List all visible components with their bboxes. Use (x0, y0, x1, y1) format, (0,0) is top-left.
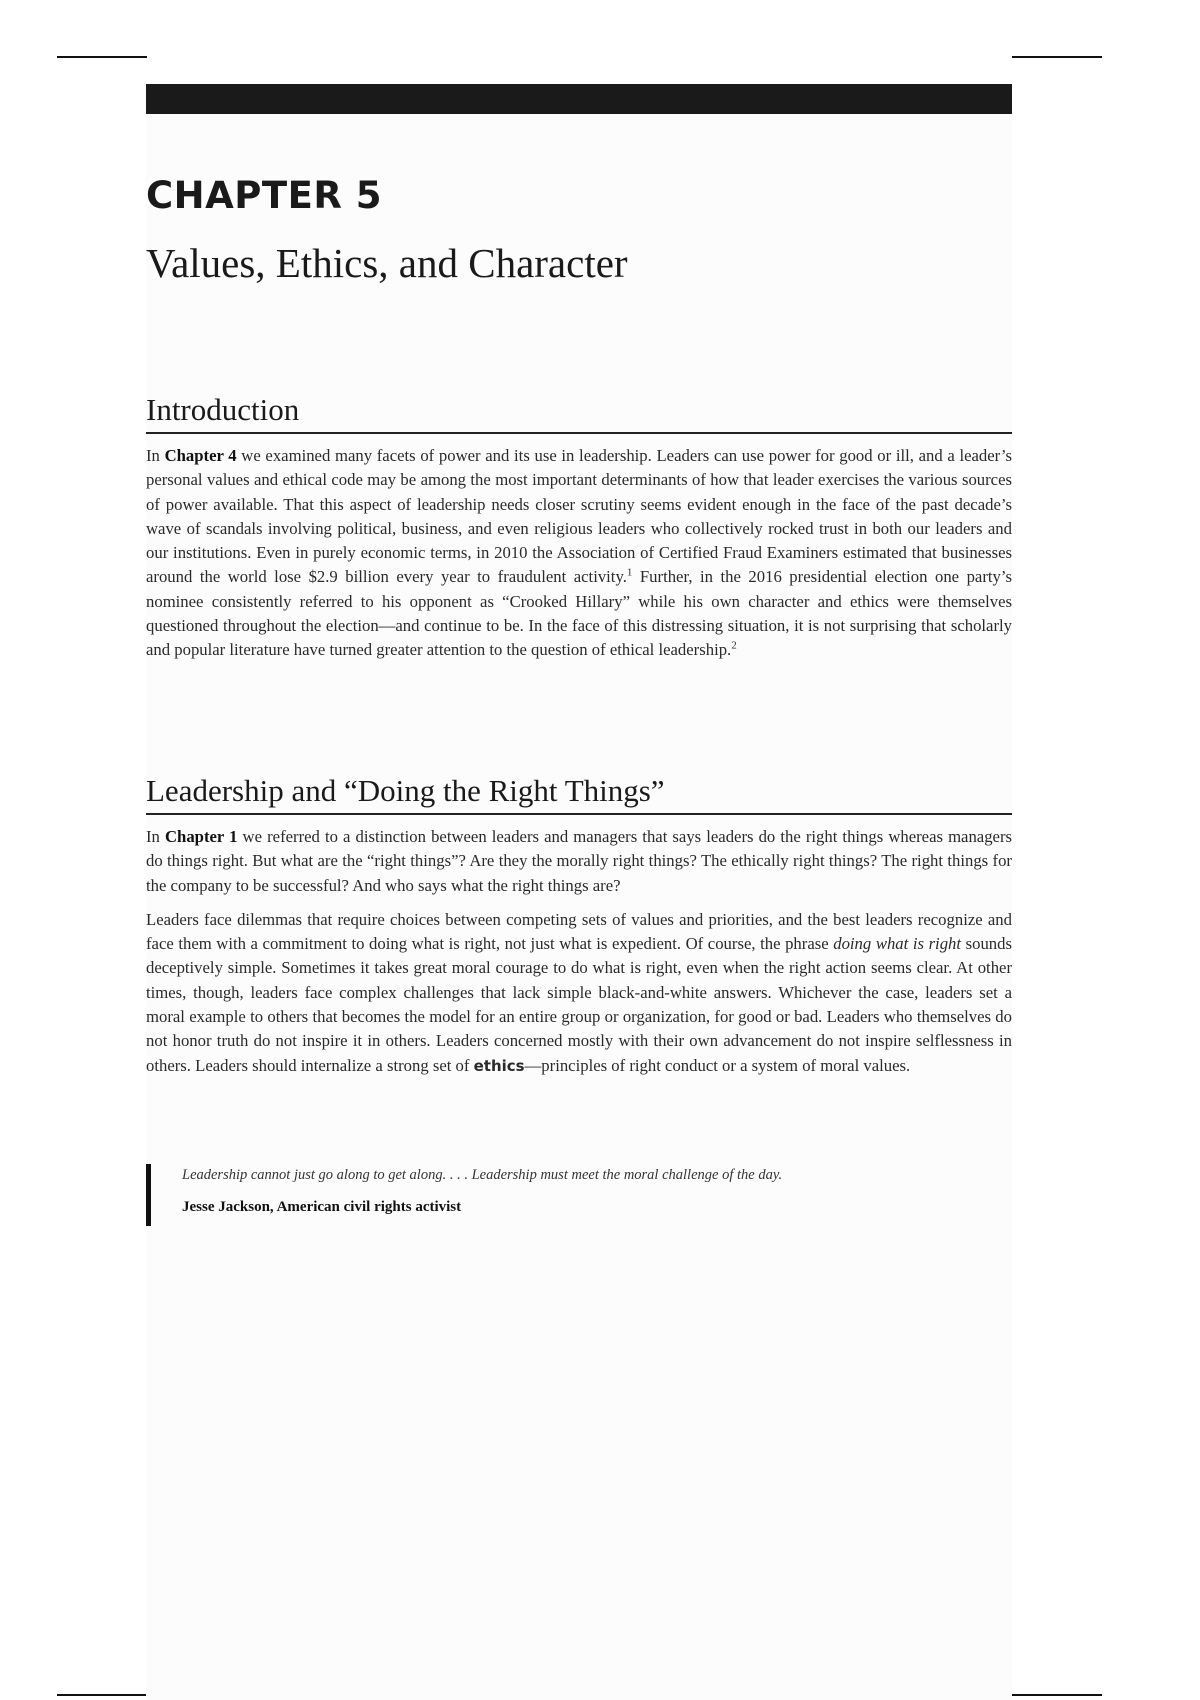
doing-right-things-heading: Leadership and “Doing the Right Things” (146, 772, 1012, 815)
book-page (146, 84, 1012, 1700)
chapter-4-reference: Chapter 4 (164, 446, 237, 465)
pull-quote (146, 1164, 1017, 1226)
crop-mark-top-left (57, 56, 147, 58)
introduction-paragraph: In Chapter 4 we examined many facets of power and its use in leadership. Leaders can use power for good or ill, and a leader’s personal values and ethical code may be among the most important determinants of how that leader exercises the various sources of power available. That this aspect of leadership needs closer scrutiny seems evident enough in the face of the past decade’s wave of scandals involving political, business, and even religious leaders who collectively rocked trust in both our leaders and our institutions. Even in purely economic terms, in 2010 the Association of Certified Fraud Examiners estimated that businesses around the world lose $2.9 billion every year to fraudulent activity.$^1$ Further, in the 2016 presidential election one party’s nominee consistently referred to his opponent as “Crooked Hillary” while his own character and ethics were themselves questioned throughout the election—and continue to be. In the face of this distressing situation, it is not surprising that scholarly and popular literature have turned greater attention to the question of ethical leadership.$^2$ (146, 446, 1012, 660)
chapter-title: Values, Ethics, and Character (146, 240, 628, 286)
introduction-section (146, 391, 1012, 663)
quote-author: Jesse Jackson, American civil rights activist (182, 1199, 462, 1215)
footnote-2: 2 (731, 639, 737, 652)
footnote-1: 1 (626, 566, 633, 579)
ethics-key-term: ethics (473, 1056, 525, 1075)
quote-text: Leadership cannot just go along to get along. . . . Leadership must meet the moral challenge of the day. (182, 1167, 783, 1183)
emphasis-phrase: doing what is right (833, 934, 962, 954)
crop-mark-top-right (1012, 56, 1102, 58)
chapter-header-bar (146, 84, 1012, 114)
doing-right-paragraph-1: In Chapter 1 we referred to a distinction between leaders and managers that says leaders do the right things whereas managers do things right. But what are the “right things”? Are they the morally right things? The ethically right things? The right things for the company to be successful? And who says what the right things are? (146, 827, 1013, 895)
chapter-1-reference: Chapter 1 (165, 827, 238, 846)
doing-right-paragraph-2: Leaders face dilemmas that require choices between competing sets of values and priorities, and the best leaders recognize and face them with a commitment to doing what is right, not just what is expedient. Of course, the phrase doing what is right sounds deceptively simple. Sometimes it takes great moral courage to do what is right, even when the right action seems clear. At other times, though, leaders face complex challenges that lack simple black-and-white answers. Whichever the case, leaders set a moral example to others that becomes the model for an entire group or organization, for good or bad. Leaders who themselves do not honor truth do not inspire it in others. Leaders concerned mostly with their own advancement do not inspire selflessness in others. Leaders should internalize a strong set of ethics—principles of right conduct or a system of moral values. (146, 909, 1012, 1075)
chapter-number: CHAPTER 5 (146, 174, 383, 217)
doing-right-things-section (146, 772, 1012, 1078)
introduction-heading: Introduction (146, 391, 1012, 434)
